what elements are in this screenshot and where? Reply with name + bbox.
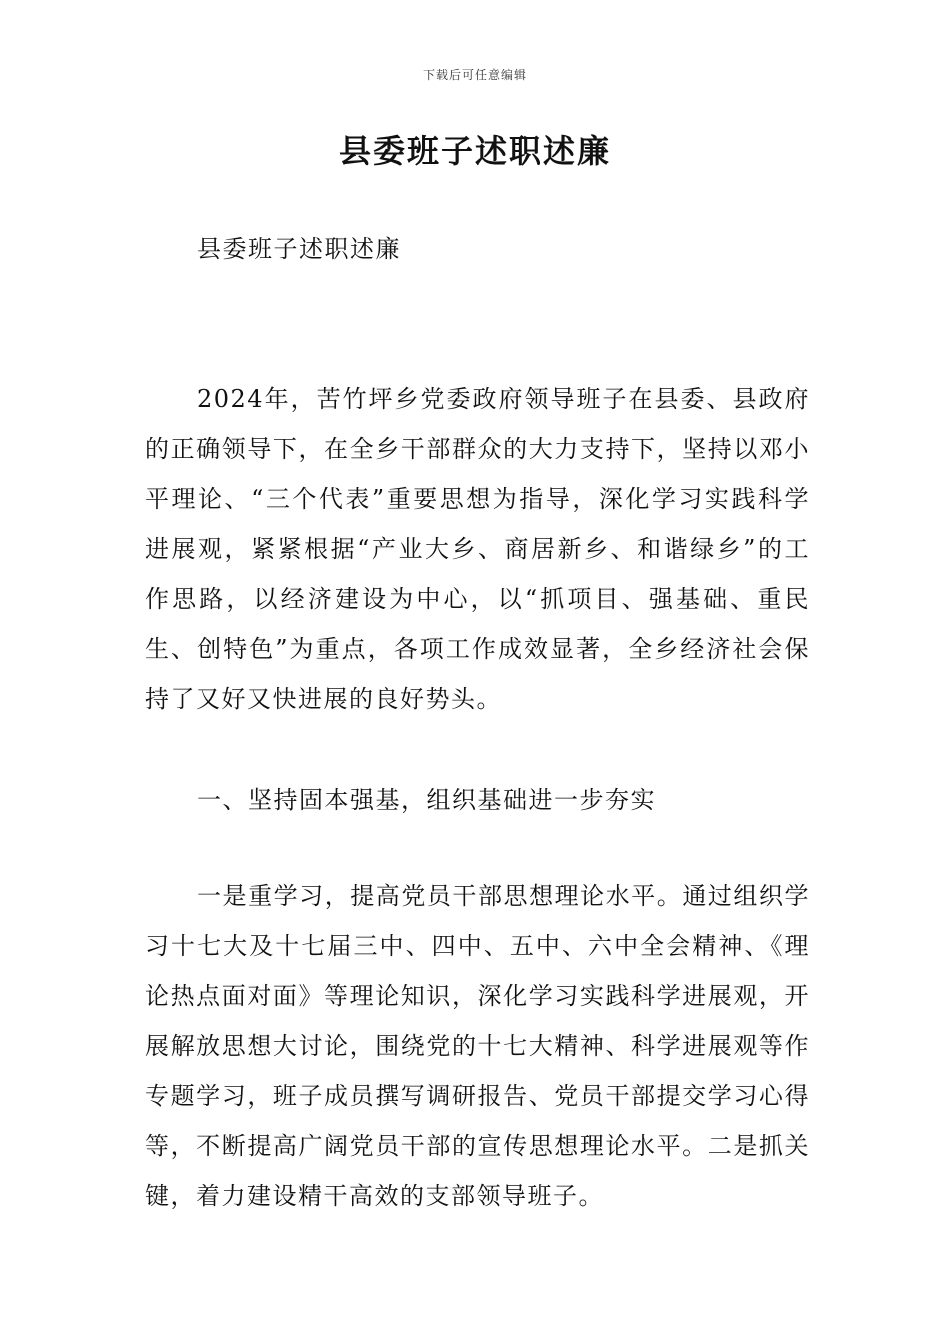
- body-paragraph: 一是重学习，提高党员干部思想理论水平。通过组织学习十七大及十七届三中、四中、五中、六中全会精神、《理论热点面对面》等理论知识，深化学习实践科学进展观，开展解放思想大讨论，围绕党的十七大精神、科学进展观等作专题学习，班子成员撰写调研报告、党员干部提交学习心得等，不断提高广阔党员干部的宣传思想理论水平。二是抓关键，着力建设精干高效的支部领导班子。: [145, 882, 810, 1210]
- intro-paragraph: 2024年，苦竹坪乡党委政府领导班子在县委、县政府的正确领导下，在全乡干部群众的大力支持下，坚持以邓小平理论、“三个代表”重要思想为指导，深化学习实践科学进展观，紧紧根据“产业大乡、商居新乡、和谐绿乡”的工作思路，以经济建设为中心，以“抓项目、强基础、重民生、创特色”为重点，各项工作成效显著，全乡经济社会保持了又好又快进展的良好势头。: [145, 385, 810, 713]
- subtitle-paragraph: 县委班子述职述廉: [197, 235, 401, 263]
- header-note: 下载后可任意编辑: [422, 68, 527, 82]
- document-title: 县委班子述职述廉: [338, 132, 611, 170]
- section-heading: 一、坚持固本强基，组织基础进一步夯实: [197, 786, 656, 814]
